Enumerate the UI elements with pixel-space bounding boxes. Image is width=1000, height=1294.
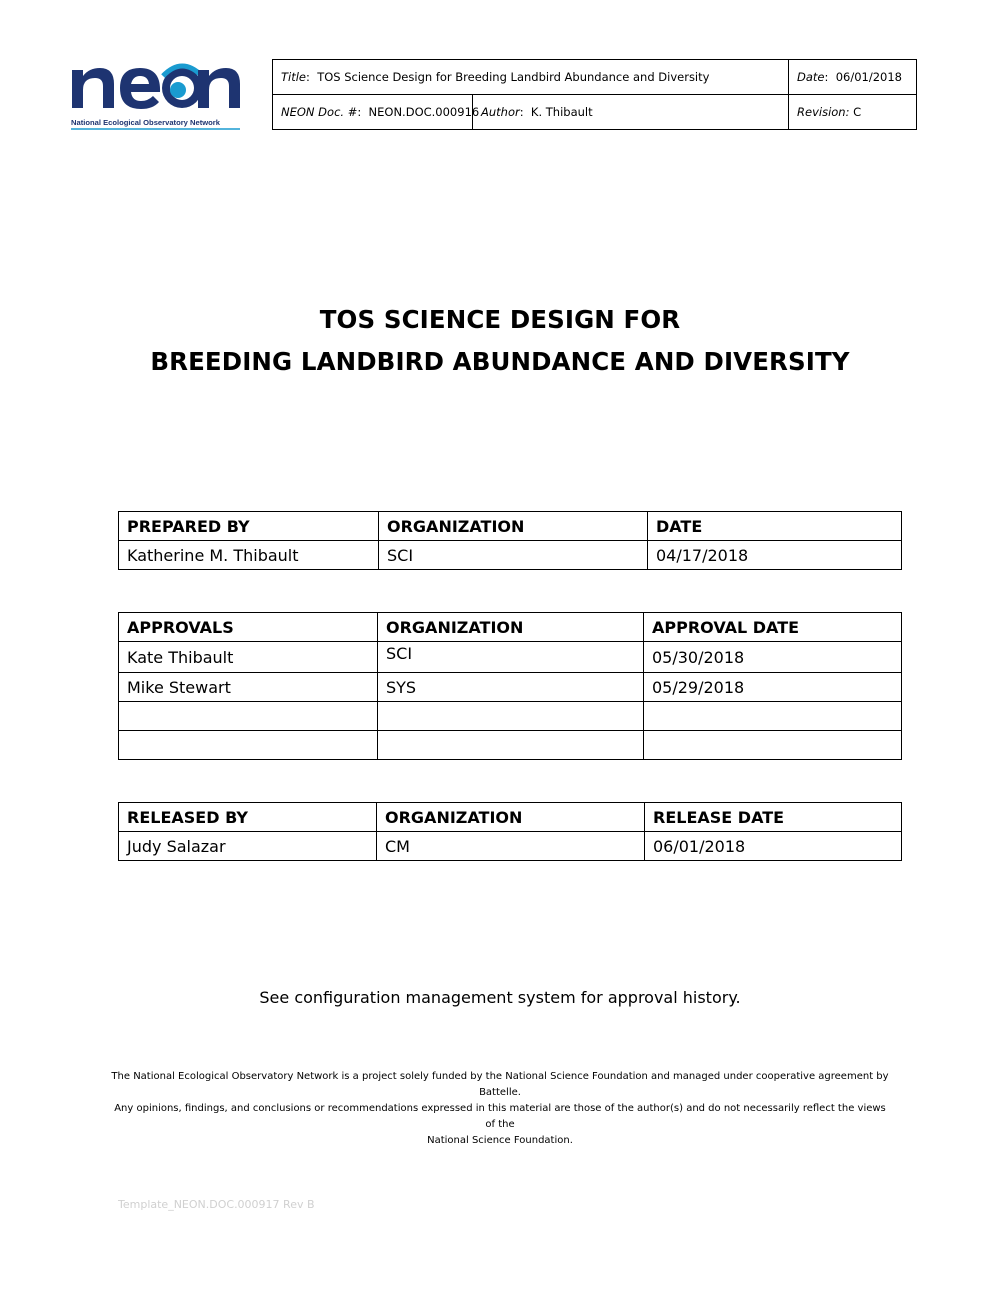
- table-header-row: [119, 803, 902, 832]
- header-cell: RELEASE DATE: [645, 803, 902, 832]
- table-row: [119, 832, 902, 861]
- logo-subtitle: National Ecological Observatory Network: [71, 118, 220, 127]
- header-title-cell: Title: TOS Science Design for Breeding Landbird Abundance and Diversity: [273, 60, 789, 95]
- header-revision-cell: [789, 95, 917, 130]
- header-title-value: TOS Science Design for Breeding Landbird Abundance and Diversity: [317, 70, 710, 84]
- template-id: Template_NEON.DOC.000917 Rev B: [118, 1198, 315, 1211]
- logo-letter-e: [120, 68, 160, 109]
- header-doc-label: NEON Doc. #: [281, 105, 358, 119]
- disclaimer-line: The National Ecological Observatory Network is a project solely funded by the National Science Foundation and managed under cooperative agreement by Battelle.: [111, 1071, 889, 1098]
- table-header-row: [119, 512, 902, 541]
- table-cell: [119, 731, 378, 760]
- table-cell: SCI: [378, 642, 644, 673]
- table-cell: Kate Thibault: [119, 642, 378, 673]
- logo-letter-n2: [198, 68, 240, 108]
- table-cell: Katherine M. Thibault: [119, 541, 379, 570]
- table-row: [119, 702, 902, 731]
- table-cell: SYS: [378, 673, 644, 702]
- table-cell: 06/01/2018: [645, 832, 902, 861]
- header-author-value: K. Thibault: [530, 105, 593, 119]
- header-cell: ORGANIZATION: [378, 613, 644, 642]
- document-title-line1: TOS SCIENCE DESIGN FOR: [319, 305, 681, 334]
- header-cell: APPROVAL DATE: [644, 613, 902, 642]
- neon-logo: [70, 62, 242, 134]
- disclaimer-line: National Science Foundation.: [427, 1135, 573, 1146]
- header-revision-label: Revision:: [797, 105, 850, 119]
- table-row: [119, 731, 902, 760]
- table-cell: 05/29/2018: [644, 673, 902, 702]
- header-doc-value: NEON.DOC.000916: [368, 105, 480, 119]
- released-by-table: [118, 802, 902, 861]
- table-row: [119, 673, 902, 702]
- header-date-cell: Date: 06/01/2018: [789, 60, 917, 95]
- document-title-line2: BREEDING LANDBIRD ABUNDANCE AND DIVERSITY: [150, 347, 850, 376]
- table-cell: Mike Stewart: [119, 673, 378, 702]
- header-doc-cell: NEON Doc. #: NEON.DOC.000916: [273, 95, 473, 130]
- table-cell: SCI: [379, 541, 648, 570]
- table-cell: 04/17/2018: [648, 541, 902, 570]
- header-cell: RELEASED BY: [119, 803, 377, 832]
- header-cell: DATE: [648, 512, 902, 541]
- doc-header-table: [272, 59, 917, 130]
- logo-letter-n1: [72, 68, 114, 108]
- config-management-note: See configuration management system for approval history.: [259, 988, 741, 1007]
- table-cell: Judy Salazar: [119, 832, 377, 861]
- disclaimer-line: Any opinions, findings, and conclusions or recommendations expressed in this material are those of the author(s) and do not necessarily reflect the views of the: [114, 1103, 886, 1130]
- table-cell: CM: [377, 832, 645, 861]
- table-row: [119, 541, 902, 570]
- header-date-label: Date: [797, 70, 825, 84]
- table-cell: [378, 702, 644, 731]
- header-author-cell: Author: K. Thibault: [473, 95, 789, 130]
- table-cell: [378, 731, 644, 760]
- table-cell: 05/30/2018: [644, 642, 902, 673]
- header-author-label: Author: [481, 105, 520, 119]
- table-row: [119, 642, 902, 673]
- header-cell: ORGANIZATION: [379, 512, 648, 541]
- header-cell: PREPARED BY: [119, 512, 379, 541]
- header-cell: ORGANIZATION: [377, 803, 645, 832]
- table-header-row: [119, 613, 902, 642]
- table-cell: [119, 702, 378, 731]
- header-date-value: 06/01/2018: [835, 70, 902, 84]
- table-cell: [644, 731, 902, 760]
- header-title-label: Title: [281, 70, 306, 84]
- header-cell: APPROVALS: [119, 613, 378, 642]
- approvals-table: [118, 612, 902, 760]
- prepared-by-table: [118, 511, 902, 570]
- header-revision-value: C: [853, 105, 862, 119]
- funding-disclaimer: [110, 1069, 890, 1149]
- table-cell: [644, 702, 902, 731]
